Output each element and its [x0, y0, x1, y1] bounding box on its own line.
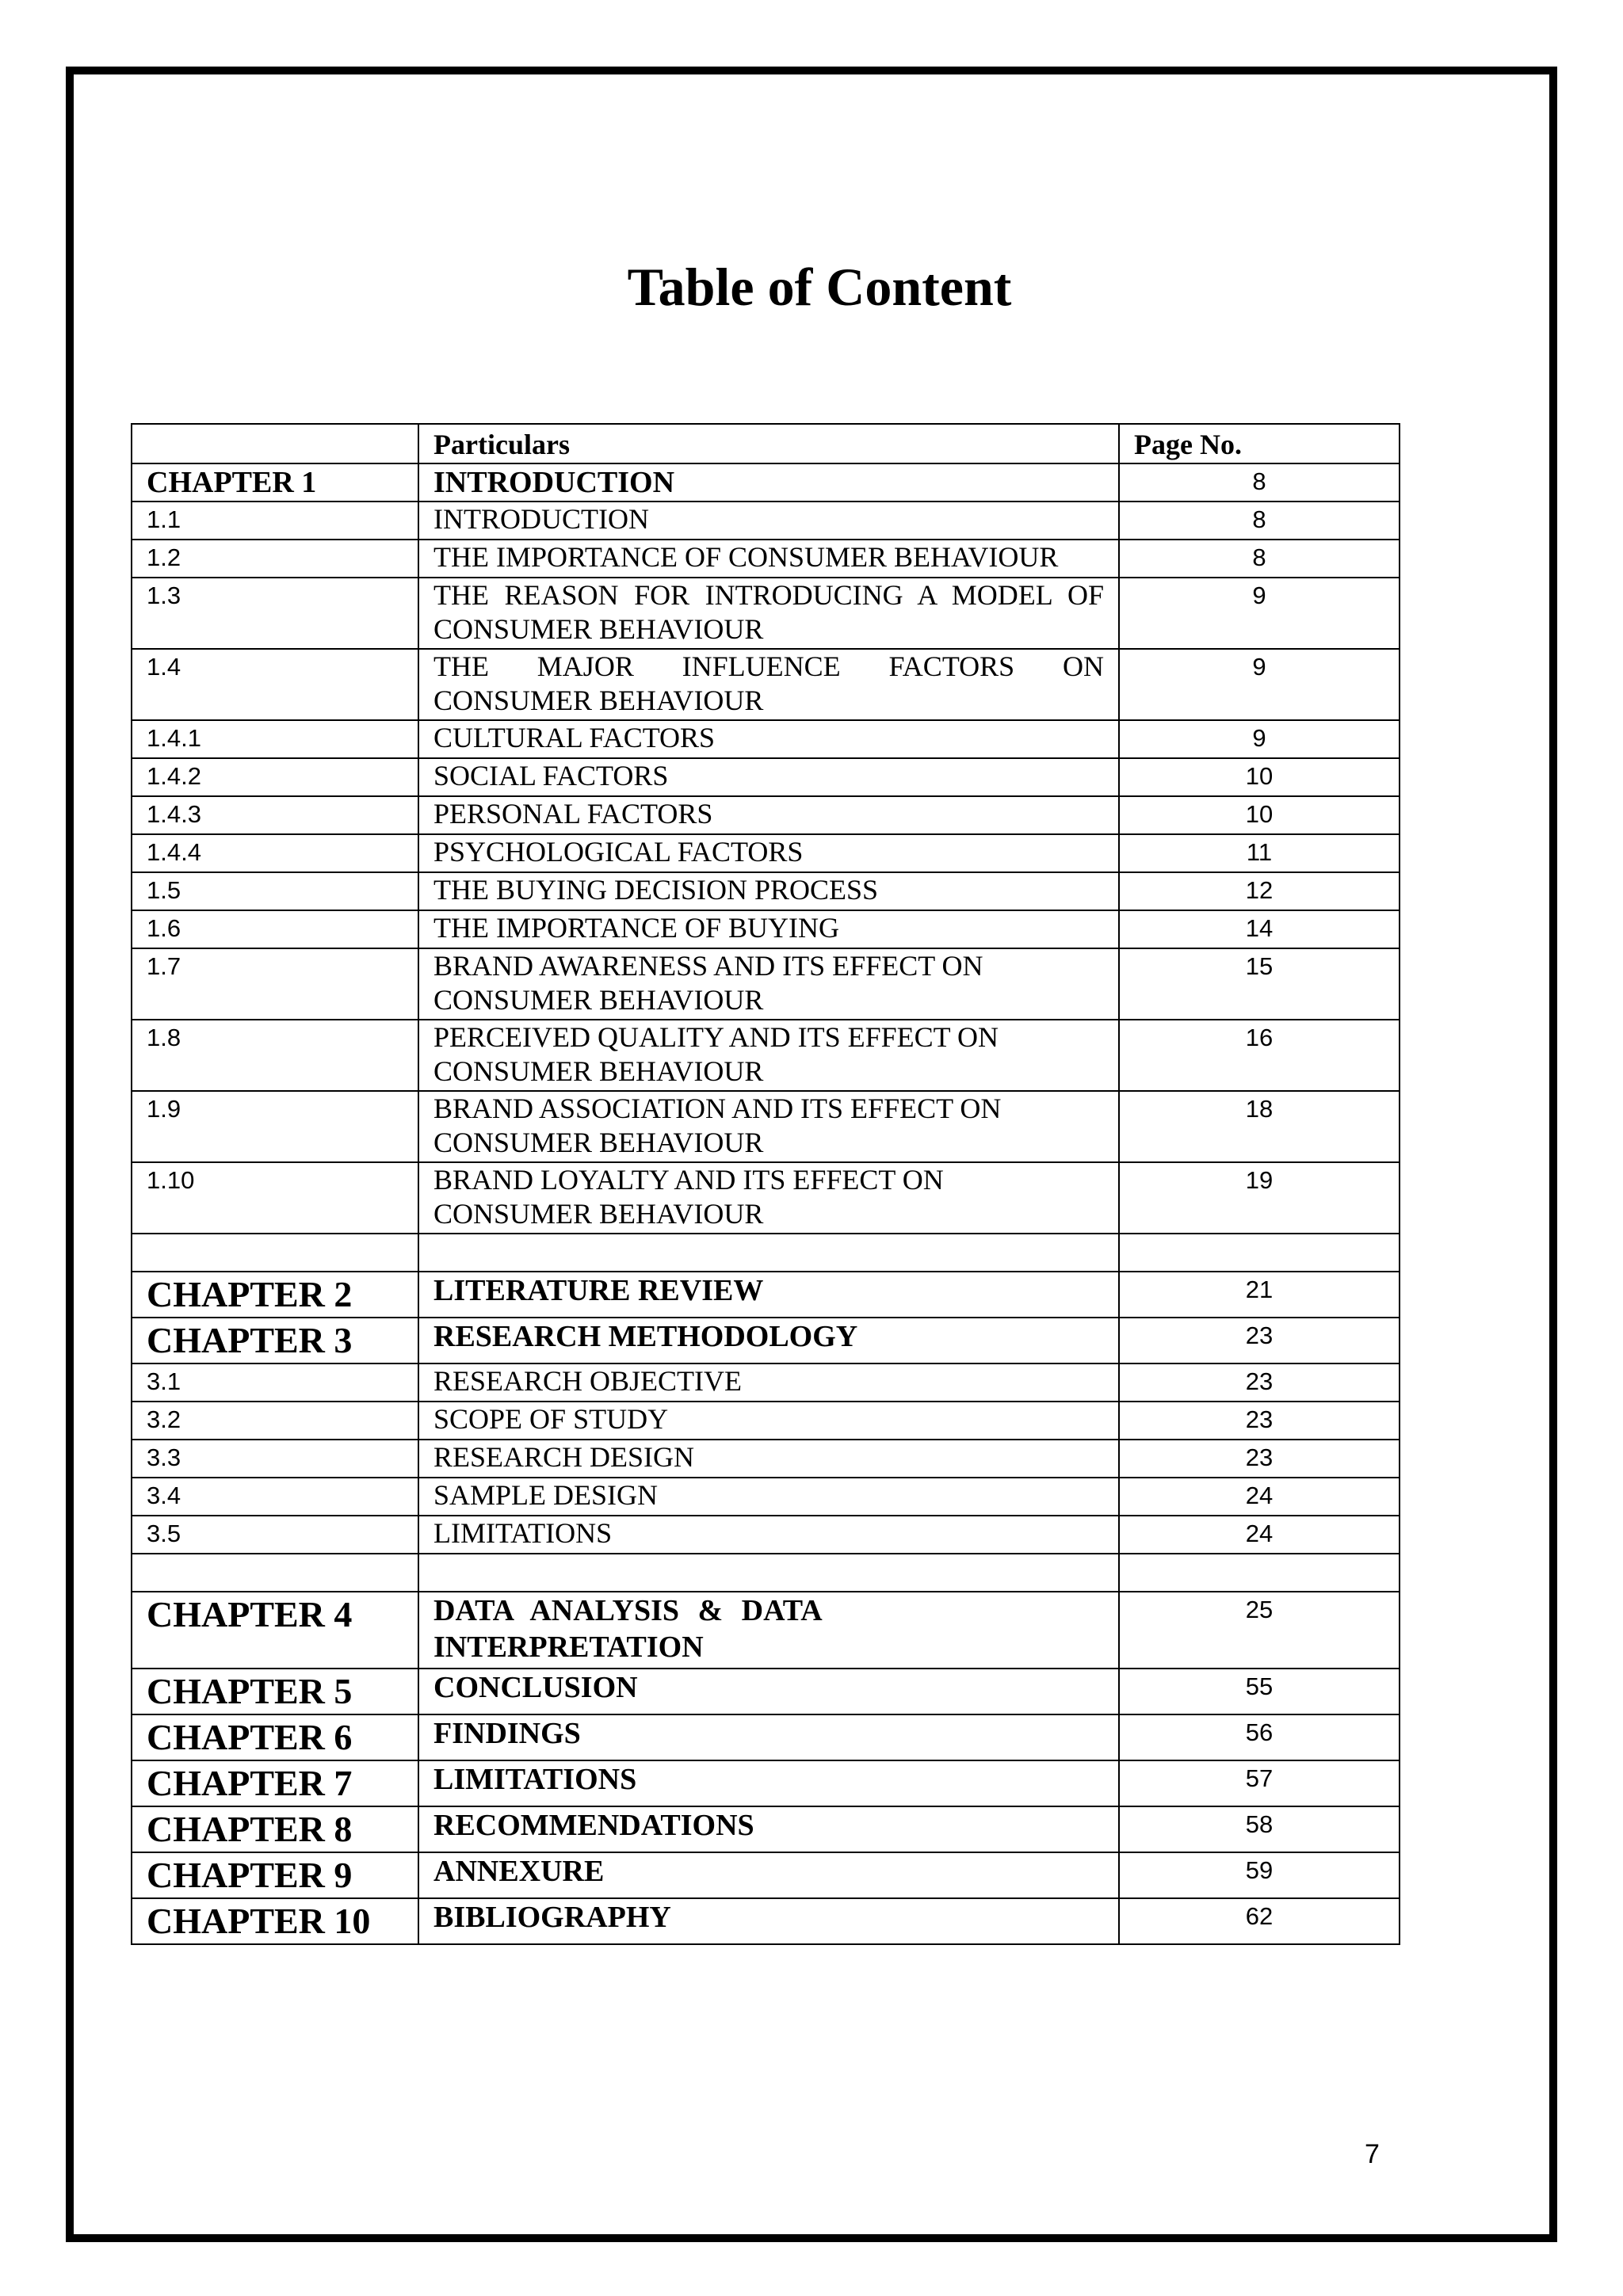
row-number: CHAPTER 1: [132, 463, 418, 502]
row-title: BRAND LOYALTY AND ITS EFFECT ON CONSUMER BEHAVIOUR: [418, 1162, 1119, 1234]
row-page: 8: [1119, 502, 1400, 540]
table-row: [132, 1363, 1400, 1402]
row-title: PSYCHOLOGICAL FACTORS: [418, 834, 1119, 872]
row-page: 23: [1119, 1440, 1400, 1478]
row-page: 14: [1119, 910, 1400, 948]
table-row-chapter: [132, 1806, 1400, 1852]
row-number: CHAPTER 4: [132, 1592, 418, 1669]
table-row-chapter: [132, 1272, 1400, 1318]
row-page: 57: [1119, 1760, 1400, 1806]
row-page: 25: [1119, 1592, 1400, 1669]
row-page: 10: [1119, 758, 1400, 796]
table-row-empty: [132, 1554, 1400, 1592]
table-row-empty: [132, 1234, 1400, 1272]
row-page: 11: [1119, 834, 1400, 872]
row-number: 3.1: [132, 1363, 418, 1402]
table-row: [132, 1478, 1400, 1516]
row-number: 1.1: [132, 502, 418, 540]
table-row: [132, 948, 1400, 1020]
row-number: [132, 1554, 418, 1592]
row-page: 56: [1119, 1714, 1400, 1760]
row-number: 3.4: [132, 1478, 418, 1516]
row-title: RECOMMENDATIONS: [418, 1806, 1119, 1852]
row-title: CONCLUSION: [418, 1669, 1119, 1714]
row-title: LIMITATIONS: [418, 1760, 1119, 1806]
row-number: CHAPTER 9: [132, 1852, 418, 1898]
row-number: [132, 1234, 418, 1272]
table-row-chapter: [132, 1318, 1400, 1363]
row-number: 1.8: [132, 1020, 418, 1091]
row-title: INTRODUCTION: [418, 463, 1119, 502]
row-title: THE BUYING DECISION PROCESS: [418, 872, 1119, 910]
row-number: 1.4: [132, 649, 418, 720]
row-title: CULTURAL FACTORS: [418, 720, 1119, 758]
row-number: 1.4.1: [132, 720, 418, 758]
row-title: INTRODUCTION: [418, 502, 1119, 540]
row-title: RESEARCH OBJECTIVE: [418, 1363, 1119, 1402]
table-row: [132, 1020, 1400, 1091]
row-number: 3.5: [132, 1516, 418, 1554]
row-page: 18: [1119, 1091, 1400, 1162]
row-page: 58: [1119, 1806, 1400, 1852]
row-page: 9: [1119, 649, 1400, 720]
row-title: LITERATURE REVIEW: [418, 1272, 1119, 1318]
table-row-chapter: [132, 1714, 1400, 1760]
table-row: [132, 872, 1400, 910]
row-page: 9: [1119, 720, 1400, 758]
page-number: 7: [1365, 2139, 1380, 2169]
row-number: CHAPTER 2: [132, 1272, 418, 1318]
table-row-chapter: [132, 1898, 1400, 1944]
table-row: [132, 502, 1400, 540]
row-title: PERCEIVED QUALITY AND ITS EFFECT ON CONSUMER BEHAVIOUR: [418, 1020, 1119, 1091]
table-row: [132, 1516, 1400, 1554]
table-row: [132, 720, 1400, 758]
row-number: 1.9: [132, 1091, 418, 1162]
row-page: [1119, 1554, 1400, 1592]
row-number: 3.2: [132, 1402, 418, 1440]
table-row: [132, 578, 1400, 649]
table-row: [132, 1091, 1400, 1162]
document-title: Table of Content: [627, 257, 1012, 317]
row-title: RESEARCH METHODOLOGY: [418, 1318, 1119, 1363]
row-title: SOCIAL FACTORS: [418, 758, 1119, 796]
table-row-chapter: [132, 1592, 1400, 1669]
row-page: 10: [1119, 796, 1400, 834]
row-page: 62: [1119, 1898, 1400, 1944]
row-title: LIMITATIONS: [418, 1516, 1119, 1554]
table-row: [132, 910, 1400, 948]
table-row: [132, 1402, 1400, 1440]
row-page: 19: [1119, 1162, 1400, 1234]
row-number: 1.7: [132, 948, 418, 1020]
table-row: [132, 1440, 1400, 1478]
table-row: [132, 1162, 1400, 1234]
row-number: CHAPTER 6: [132, 1714, 418, 1760]
row-number: 1.10: [132, 1162, 418, 1234]
table-row: [132, 463, 1400, 502]
row-title: PERSONAL FACTORS: [418, 796, 1119, 834]
row-title: SAMPLE DESIGN: [418, 1478, 1119, 1516]
row-page: 55: [1119, 1669, 1400, 1714]
row-title: ANNEXURE: [418, 1852, 1119, 1898]
table-row: [132, 758, 1400, 796]
row-page: 23: [1119, 1363, 1400, 1402]
header-cell-particulars: Particulars: [418, 424, 1119, 463]
row-number: 3.3: [132, 1440, 418, 1478]
row-number: CHAPTER 7: [132, 1760, 418, 1806]
row-title: BIBLIOGRAPHY: [418, 1898, 1119, 1944]
header-cell-number: [132, 424, 418, 463]
row-page: 9: [1119, 578, 1400, 649]
table-of-contents: [131, 423, 1400, 1945]
row-title: THE REASON FOR INTRODUCING A MODEL OF CONSUMER BEHAVIOUR: [418, 578, 1119, 649]
row-page: 16: [1119, 1020, 1400, 1091]
row-page: 23: [1119, 1402, 1400, 1440]
row-number: CHAPTER 8: [132, 1806, 418, 1852]
row-number: CHAPTER 3: [132, 1318, 418, 1363]
row-number: 1.4.2: [132, 758, 418, 796]
row-title: THE MAJOR INFLUENCE FACTORS ON CONSUMER BEHAVIOUR: [418, 649, 1119, 720]
row-page: 59: [1119, 1852, 1400, 1898]
row-title: FINDINGS: [418, 1714, 1119, 1760]
table-row: [132, 540, 1400, 578]
table-row-chapter: [132, 1852, 1400, 1898]
row-title: DATA ANALYSIS & DATA INTERPRETATION: [418, 1592, 1119, 1669]
table-row: [132, 649, 1400, 720]
row-number: CHAPTER 5: [132, 1669, 418, 1714]
row-number: 1.4.3: [132, 796, 418, 834]
row-number: 1.3: [132, 578, 418, 649]
row-page: 15: [1119, 948, 1400, 1020]
row-page: 24: [1119, 1478, 1400, 1516]
header-cell-page-no: Page No.: [1119, 424, 1400, 463]
table-header-row: [132, 424, 1400, 463]
row-page: [1119, 1234, 1400, 1272]
table-row-chapter: [132, 1669, 1400, 1714]
row-title: THE IMPORTANCE OF BUYING: [418, 910, 1119, 948]
table-row: [132, 796, 1400, 834]
row-title: RESEARCH DESIGN: [418, 1440, 1119, 1478]
row-number: 1.4.4: [132, 834, 418, 872]
table-row-chapter: [132, 1760, 1400, 1806]
row-title: [418, 1234, 1119, 1272]
row-page: 23: [1119, 1318, 1400, 1363]
row-number: 1.2: [132, 540, 418, 578]
row-page: 8: [1119, 463, 1400, 502]
row-title: BRAND AWARENESS AND ITS EFFECT ON CONSUMER BEHAVIOUR: [418, 948, 1119, 1020]
row-page: 8: [1119, 540, 1400, 578]
row-number: 1.6: [132, 910, 418, 948]
table-row: [132, 834, 1400, 872]
row-number: 1.5: [132, 872, 418, 910]
row-page: 21: [1119, 1272, 1400, 1318]
row-title: SCOPE OF STUDY: [418, 1402, 1119, 1440]
row-title: THE IMPORTANCE OF CONSUMER BEHAVIOUR: [418, 540, 1119, 578]
row-number: CHAPTER 10: [132, 1898, 418, 1944]
row-page: 24: [1119, 1516, 1400, 1554]
row-title: [418, 1554, 1119, 1592]
row-page: 12: [1119, 872, 1400, 910]
row-title: BRAND ASSOCIATION AND ITS EFFECT ON CONSUMER BEHAVIOUR: [418, 1091, 1119, 1162]
